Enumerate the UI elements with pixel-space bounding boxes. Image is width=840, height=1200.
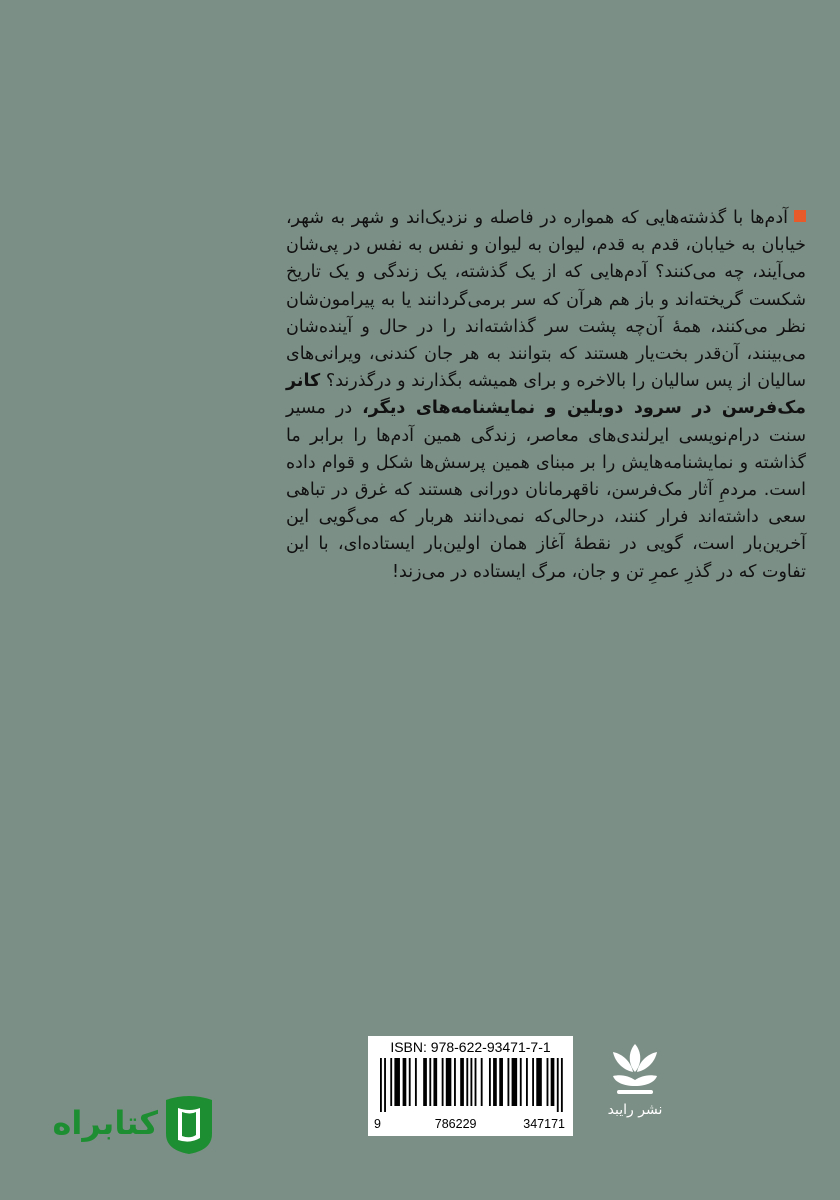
barcode-digits-left: 786229 xyxy=(434,1117,477,1131)
barcode-bars xyxy=(380,1058,563,1112)
barcode-bar xyxy=(394,1058,400,1106)
book-shield-icon xyxy=(160,1094,218,1156)
barcode-bar xyxy=(380,1058,382,1112)
isbn-number: ISBN: 978-622-93471-7-1 xyxy=(390,1039,551,1055)
barcode-bar xyxy=(466,1058,468,1106)
barcode-bar xyxy=(409,1058,411,1106)
publisher-logo xyxy=(600,1038,670,1138)
barcode-digit-first: 9 xyxy=(374,1117,381,1131)
barcode-bar xyxy=(536,1058,542,1106)
barcode-bar xyxy=(512,1058,518,1106)
barcode-bar xyxy=(489,1058,491,1106)
barcode-bar xyxy=(433,1058,437,1106)
barcode-bar xyxy=(547,1058,549,1106)
barcode-bar xyxy=(499,1058,503,1106)
barcode-bar xyxy=(520,1058,522,1106)
barcode-bar xyxy=(415,1058,417,1106)
publisher-name: نشر رایبد xyxy=(607,1102,663,1118)
barcode-bar xyxy=(493,1058,497,1106)
isbn-barcode xyxy=(368,1036,573,1136)
barcode-bar xyxy=(532,1058,534,1106)
barcode-bar xyxy=(403,1058,407,1106)
ketabrah-watermark xyxy=(38,1094,218,1158)
blurb-bold-title: کانر مک‌فرسن در سرود دوبلین و نمایشنامه‌های دیگر، xyxy=(286,371,806,419)
barcode-bar xyxy=(429,1058,431,1106)
blurb-text-part1: آدم‌ها با گذشته‌هایی که همواره در فاصله و نزدیک‌اند و شهر به شهر، خیابان به خیابان، قدم به قدم، لیوان به لیوان و نفس به نفس در پی‌شان می‌آیند، چه می‌کنند؟ آدم‌هایی که از یک گذشته، یک زندگی و یک تاریخ شکست گریخته‌اند و باز هم هرآن که سر برمی‌گردانند یا به پیرامون‌شان نظر می‌کنند، همهٔ آن‌چه پشت سر گذاشته‌اند را در حال و آینده‌شان می‌بینند، آن‌قدر بخت‌یار هستند که بتوانند به هر جان کندنی، ویرانی‌های سالیان از پس سالیان را بالاخره و برای همیشه بگذارند و درگذرند؟ xyxy=(286,208,806,392)
barcode-digits xyxy=(374,1117,565,1131)
barcode-bar xyxy=(423,1058,427,1106)
blurb-text-part2: در مسیر سنت درام‌نویسی ایرلندی‌های معاصر، زندگی همین آدم‌ها را برابر ما گذاشته و نمایشنامه‌هایش را بر مبنای همین پرسش‌ها شکل و قوام داده است. مردمِ آثار مک‌فرسن، ناقهرمانان دورانی هستند که غرق در تباهی سعی داشته‌اند فرار کنند، درحالی‌که نمی‌دانند هربار که می‌گویی این آخرین‌بار است، گویی در نقطهٔ آغاز همان اولین‌بار ایستاده‌ای، با این تفاوت که در گذرِ عمرِ تن و جان، مرگ ایستاده در می‌زند! xyxy=(286,398,806,582)
barcode-bar xyxy=(390,1058,392,1106)
barcode-bar xyxy=(507,1058,509,1106)
barcode-bar xyxy=(551,1058,555,1106)
barcode-bar xyxy=(442,1058,444,1106)
orange-square-marker xyxy=(794,210,806,222)
barcode-digits-right: 347171 xyxy=(523,1117,565,1131)
barcode-bar xyxy=(454,1058,456,1106)
back-cover-blurb xyxy=(286,205,806,586)
barcode-bar xyxy=(557,1058,559,1112)
barcode-bar xyxy=(526,1058,528,1106)
barcode-bar xyxy=(475,1058,477,1106)
barcode-bar xyxy=(384,1058,386,1112)
barcode-bar xyxy=(446,1058,452,1106)
barcode-bar xyxy=(561,1058,563,1112)
lotus-leaf-icon xyxy=(607,1038,663,1098)
barcode-bar xyxy=(460,1058,464,1106)
barcode-bar xyxy=(481,1058,483,1106)
watermark-text: کتابراه xyxy=(52,1104,158,1142)
barcode-bar xyxy=(470,1058,472,1106)
